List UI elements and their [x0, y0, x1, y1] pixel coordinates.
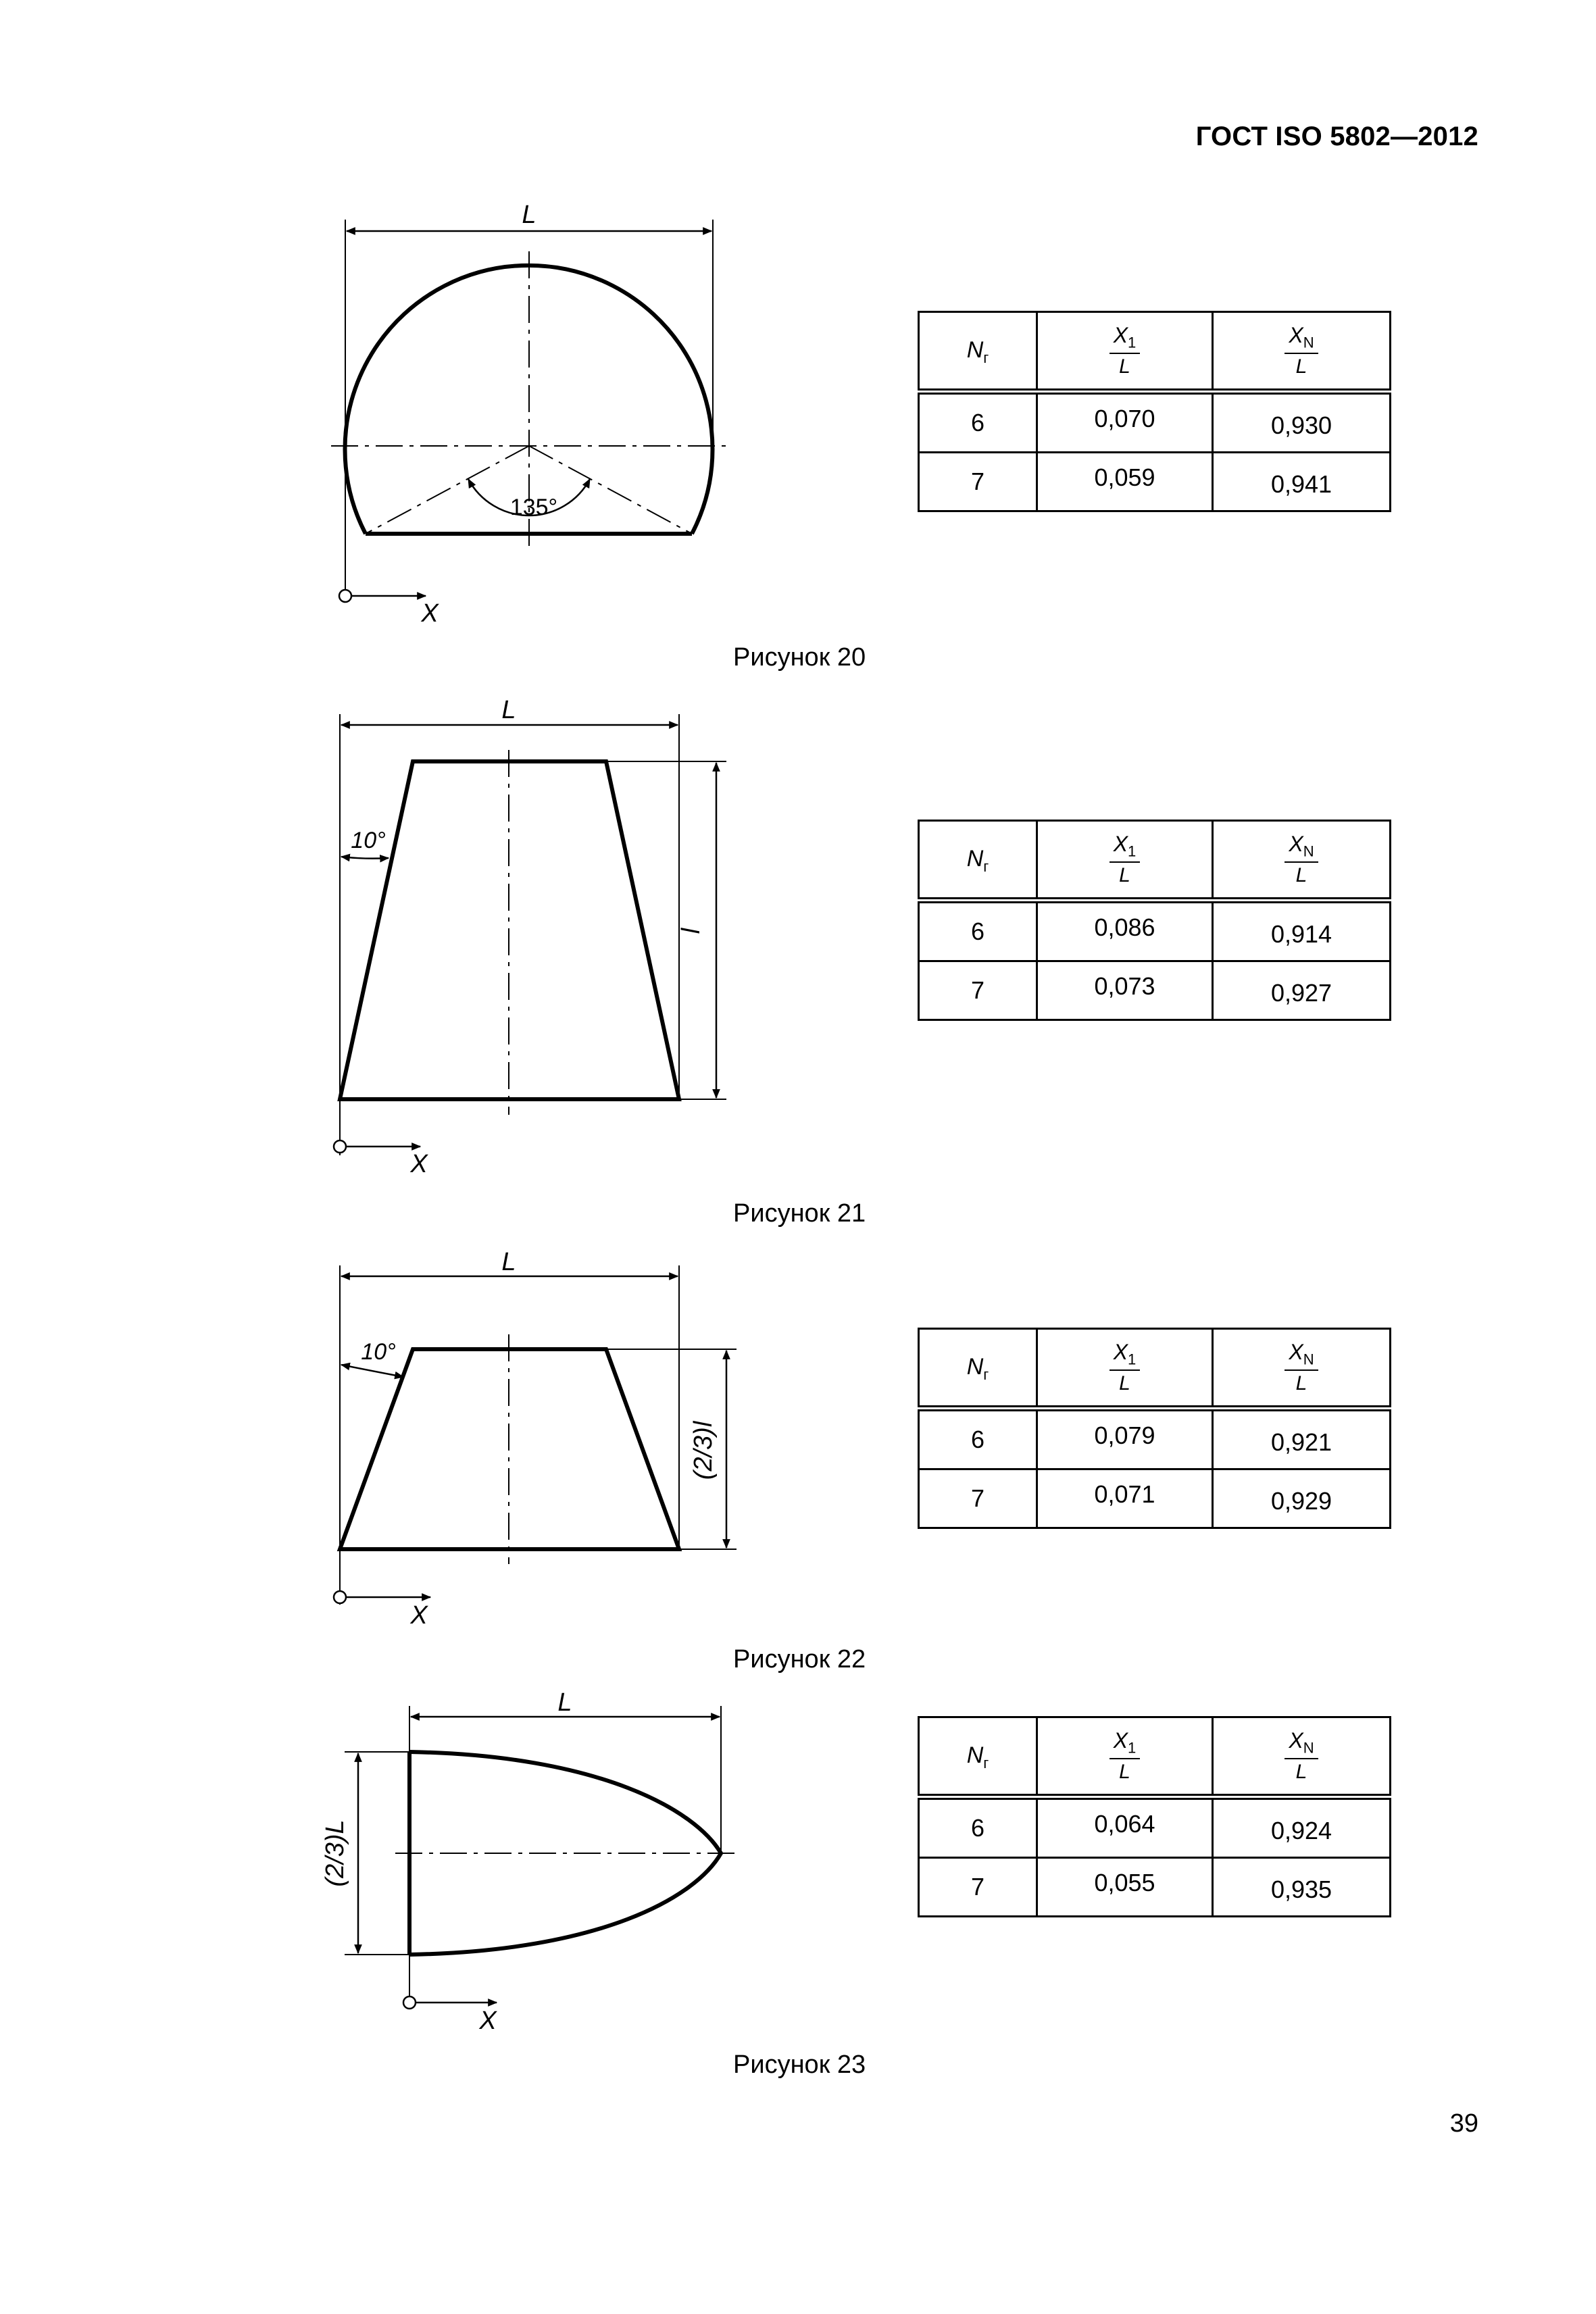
cell-n: 6	[919, 901, 1037, 961]
cell-xn-over-l: 0,941	[1213, 453, 1391, 511]
standard-designation: ГОСТ ISO 5802—2012	[1195, 122, 1478, 151]
figure-22-axis-label: X	[410, 1601, 428, 1630]
table-row	[919, 961, 1391, 1020]
figure-20-table	[918, 311, 1391, 512]
figure-22-table	[918, 1328, 1391, 1529]
figure-21-caption: Рисунок 21	[733, 1199, 866, 1228]
figure-23-length-label: L	[557, 1688, 572, 1717]
figure-22-angle-label: 10°	[361, 1339, 396, 1365]
header-cell-x1-over-l: $\frac{X_1}{L}$	[1037, 1329, 1213, 1409]
table-row	[919, 453, 1391, 511]
figure-20-angle-label: 135°	[509, 495, 558, 520]
header-cell-xn-over-l: $\frac{X_N}{L}$	[1213, 821, 1391, 901]
header-cell-xn-over-l: $\frac{X_N}{L}$	[1213, 312, 1391, 392]
header-cell-x1-over-l: $\frac{X_1}{L}$	[1037, 312, 1213, 392]
figure-21-length-label: L	[501, 696, 516, 724]
cell-n: 7	[919, 961, 1037, 1020]
cell-n: 7	[919, 1858, 1037, 1917]
figure-23-drawing	[0, 1689, 811, 2047]
cell-xn-over-l: 0,930	[1213, 392, 1391, 453]
figure-22-angle-arc	[341, 1365, 403, 1377]
cell-xn-over-l: 0,929	[1213, 1469, 1391, 1528]
figure-20-drawing	[0, 203, 811, 635]
table-row	[919, 1858, 1391, 1917]
figure-21-drawing	[0, 696, 811, 1182]
cell-n: 7	[919, 1469, 1037, 1528]
cell-x1-over-l: 0,059	[1037, 453, 1213, 511]
cell-xn-over-l: 0,924	[1213, 1797, 1391, 1858]
figure-21-angle-label: 10°	[351, 828, 386, 853]
figure-21-axis-label: X	[410, 1150, 428, 1178]
figure-22-height-label: (2/3)l	[689, 1421, 718, 1480]
figure-22-length-label: L	[501, 1248, 516, 1276]
figure-23-caption: Рисунок 23	[733, 2051, 866, 2079]
table-row	[919, 1469, 1391, 1528]
cell-x1-over-l: 0,071	[1037, 1469, 1213, 1528]
figure-23-axis-label: X	[479, 2007, 497, 2035]
header-cell-xn-over-l: $\frac{X_N}{L}$	[1213, 1329, 1391, 1409]
cell-x1-over-l: 0,073	[1037, 961, 1213, 1020]
figure-20-length-label: L	[522, 201, 537, 229]
cell-x1-over-l: 0,079	[1037, 1409, 1213, 1469]
page-number: 39	[1449, 2109, 1478, 2138]
figure-23-table	[918, 1716, 1391, 1917]
table-row	[919, 1797, 1391, 1858]
header-cell-n: $N_г$	[919, 312, 1037, 392]
figure-23-height-label: (2/3)L	[321, 1819, 349, 1887]
cell-xn-over-l: 0,914	[1213, 901, 1391, 961]
cell-n: 7	[919, 453, 1037, 511]
header-cell-n: $N_г$	[919, 1329, 1037, 1409]
cell-x1-over-l: 0,086	[1037, 901, 1213, 961]
cell-n: 6	[919, 1797, 1037, 1858]
figure-20-caption: Рисунок 20	[733, 643, 866, 672]
figure-20-axis-label: X	[421, 599, 439, 628]
figure-21-angle-arc	[341, 857, 389, 859]
cell-xn-over-l: 0,921	[1213, 1409, 1391, 1469]
header-cell-n: $N_г$	[919, 1717, 1037, 1797]
cell-n: 6	[919, 392, 1037, 453]
figure-21-table	[918, 820, 1391, 1021]
figure-21-height-label: l	[677, 928, 705, 934]
cell-xn-over-l: 0,935	[1213, 1858, 1391, 1917]
header-cell-x1-over-l: $\frac{X_1}{L}$	[1037, 1717, 1213, 1797]
header-cell-xn-over-l: $\frac{X_N}{L}$	[1213, 1717, 1391, 1797]
figure-22-caption: Рисунок 22	[733, 1645, 866, 1674]
cell-xn-over-l: 0,927	[1213, 961, 1391, 1020]
table-row	[919, 1409, 1391, 1469]
table-row	[919, 901, 1391, 961]
figure-22-drawing	[0, 1250, 811, 1642]
table-row	[919, 392, 1391, 453]
header-cell-x1-over-l: $\frac{X_1}{L}$	[1037, 821, 1213, 901]
cell-x1-over-l: 0,055	[1037, 1858, 1213, 1917]
cell-n: 6	[919, 1409, 1037, 1469]
header-cell-n: $N_г$	[919, 821, 1037, 901]
cell-x1-over-l: 0,070	[1037, 392, 1213, 453]
cell-x1-over-l: 0,064	[1037, 1797, 1213, 1858]
